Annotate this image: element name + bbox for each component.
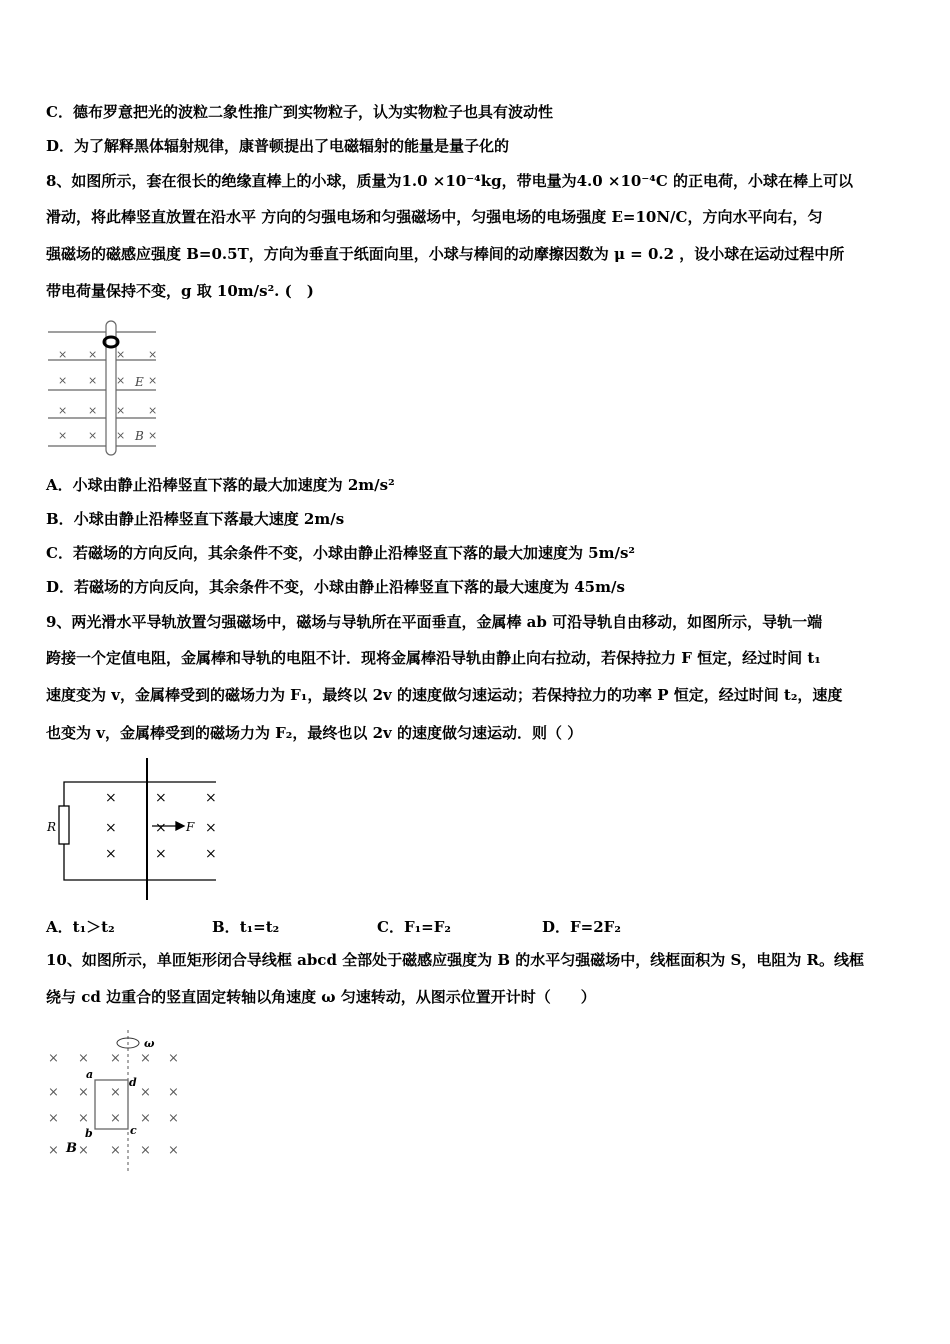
q8-figure (44, 318, 164, 458)
q8-line: 滑动，将此棒竖直放置在沿水平 方向的匀强电场和匀强磁场中，匀强电场的电场强度 E=10N/C，方向水平向右，匀 (46, 208, 823, 226)
svg-text:×: × (88, 374, 98, 387)
field-b-label: B (66, 1141, 77, 1156)
q10-line: 绕与 cd 边重合的竖直固定转轴以角速度 ω 匀速转动，从图示位置开计时（ ） (46, 988, 596, 1006)
svg-text:×: × (48, 1111, 59, 1126)
option-text: 德布罗意把光的波粒二象性推广到实物粒子，认为实物粒子也具有波动性 (72, 103, 553, 121)
svg-text:×: × (148, 374, 158, 387)
b-field-label: B (135, 429, 144, 443)
option-text: t₁=t₂ (239, 918, 280, 936)
svg-text:×: × (78, 1143, 89, 1158)
option-letter: A． (46, 918, 73, 936)
svg-text:×: × (148, 404, 158, 417)
svg-text:×: × (168, 1111, 179, 1126)
svg-text:×: × (140, 1143, 151, 1158)
svg-text:×: × (88, 429, 98, 442)
option-letter: D． (46, 578, 75, 596)
svg-text:×: × (116, 404, 126, 417)
q9-line: 9、两光滑水平导轨放置匀强磁场中，磁场与导轨所在平面垂直，金属棒 ab 可沿导轨自由移动，如图所示，导轨一端 (46, 613, 823, 631)
option-text: 若磁场的方向反向，其余条件不变，小球由静止沿棒竖直下落的最大速度为 45m/s (74, 578, 625, 596)
svg-text:×: × (155, 790, 167, 806)
option-letter: C． (46, 103, 73, 121)
svg-text:×: × (116, 429, 126, 442)
svg-text:×: × (88, 404, 98, 417)
svg-text:×: × (78, 1051, 89, 1066)
q9-line: 速度变为 v，金属棒受到的磁场力为 F₁，最终以 2v 的速度做匀速运动；若保持拉力的功率 P 恒定，经过时间 t₂，速度 (46, 686, 843, 704)
q9-option-d (542, 916, 621, 937)
option-letter: B． (46, 510, 74, 528)
svg-text:×: × (58, 404, 68, 417)
svg-text:×: × (88, 348, 98, 361)
svg-text:×: × (205, 846, 217, 862)
q9-line: 跨接一个定值电阻，金属棒和导轨的电阻不计．现将金属棒沿导轨由静止向右拉动，若保持拉力 F 恒定，经过时间 t₁ (46, 649, 821, 667)
option-text: 小球由静止沿棒竖直下落最大速度 2m/s (73, 510, 345, 528)
option-letter: D． (46, 137, 75, 155)
q10-figure (40, 1030, 200, 1180)
corner-a-label: a (86, 1068, 94, 1081)
q9-figure (44, 756, 224, 902)
svg-text:×: × (116, 374, 126, 387)
q8-line: 8、如图所示，套在很长的绝缘直棒上的小球，质量为1.0 ×10⁻⁴kg，带电量为4.0 ×10⁻⁴C 的正电荷，小球在棒上可以 (46, 172, 853, 190)
force-label: F (186, 820, 195, 834)
q8-option-c (46, 543, 635, 563)
svg-text:×: × (78, 1111, 89, 1126)
svg-text:×: × (116, 348, 126, 361)
svg-text:×: × (168, 1085, 179, 1100)
option-text: 为了解释黑体辐射规律，康普顿提出了电磁辐射的能量是量子化的 (74, 137, 510, 155)
q9-line: 也变为 v，金属棒受到的磁场力为 F₂，最终也以 2v 的速度做匀速运动．则（ ） (46, 724, 583, 742)
resistor-label: R (47, 820, 57, 834)
svg-text:×: × (110, 1051, 121, 1066)
svg-text:×: × (168, 1051, 179, 1066)
svg-text:×: × (205, 820, 217, 836)
option-letter: D． (542, 918, 571, 936)
q8-option-a (46, 475, 395, 495)
omega-label: ω (144, 1037, 155, 1050)
svg-text:×: × (105, 846, 117, 862)
option-text: 小球由静止沿棒竖直下落的最大加速度为 2m/s² (72, 476, 395, 494)
svg-text:×: × (148, 429, 158, 442)
option-text: F₁=F₂ (403, 918, 451, 936)
q10-line: 10、如图所示，单匝矩形闭合导线框 abcd 全部处于磁感应强度为 B 的水平匀强磁场中，线框面积为 S，电阻为 R。线框 (46, 951, 865, 969)
option-text: F=2F₂ (570, 918, 621, 936)
q8-option-d (46, 577, 625, 597)
q9-option-b (212, 916, 279, 937)
svg-text:×: × (110, 1085, 121, 1100)
svg-text:×: × (48, 1085, 59, 1100)
option-letter: C． (46, 544, 73, 562)
q9-option-c (377, 916, 451, 937)
svg-text:×: × (140, 1111, 151, 1126)
svg-text:×: × (155, 846, 167, 862)
svg-text:×: × (148, 348, 158, 361)
svg-text:×: × (78, 1085, 89, 1100)
option-text: t₁＞t₂ (72, 918, 115, 936)
svg-text:×: × (110, 1111, 121, 1126)
svg-text:×: × (58, 348, 68, 361)
q8-option-b (46, 509, 344, 529)
q7-option-c (46, 102, 553, 122)
svg-text:×: × (105, 820, 117, 836)
svg-text:×: × (58, 429, 68, 442)
option-letter: C． (377, 918, 404, 936)
svg-text:×: × (140, 1051, 151, 1066)
svg-text:×: × (105, 790, 117, 806)
corner-d-label: d (129, 1076, 137, 1089)
q8-line: 带电荷量保持不变，g 取 10m/s². ( ) (46, 282, 314, 300)
svg-text:×: × (58, 374, 68, 387)
option-letter: B． (212, 918, 240, 936)
svg-text:×: × (205, 790, 217, 806)
q9-option-a (46, 916, 115, 937)
svg-text:×: × (48, 1051, 59, 1066)
svg-text:×: × (110, 1143, 121, 1158)
corner-c-label: c (130, 1124, 137, 1137)
svg-text:×: × (48, 1143, 59, 1158)
q8-line: 强磁场的磁感应强度 B=0.5T，方向为垂直于纸面向里，小球与棒间的动摩擦因数为 μ = 0.2 ，设小球在运动过程中所 (46, 245, 845, 263)
svg-text:×: × (168, 1143, 179, 1158)
option-text: 若磁场的方向反向，其余条件不变，小球由静止沿棒竖直下落的最大加速度为 5m/s² (72, 544, 635, 562)
corner-b-label: b (85, 1127, 93, 1140)
q7-option-d (46, 136, 509, 156)
e-field-label: E (135, 375, 144, 389)
svg-text:×: × (140, 1085, 151, 1100)
svg-text:×: × (155, 820, 167, 836)
option-letter: A． (46, 476, 73, 494)
